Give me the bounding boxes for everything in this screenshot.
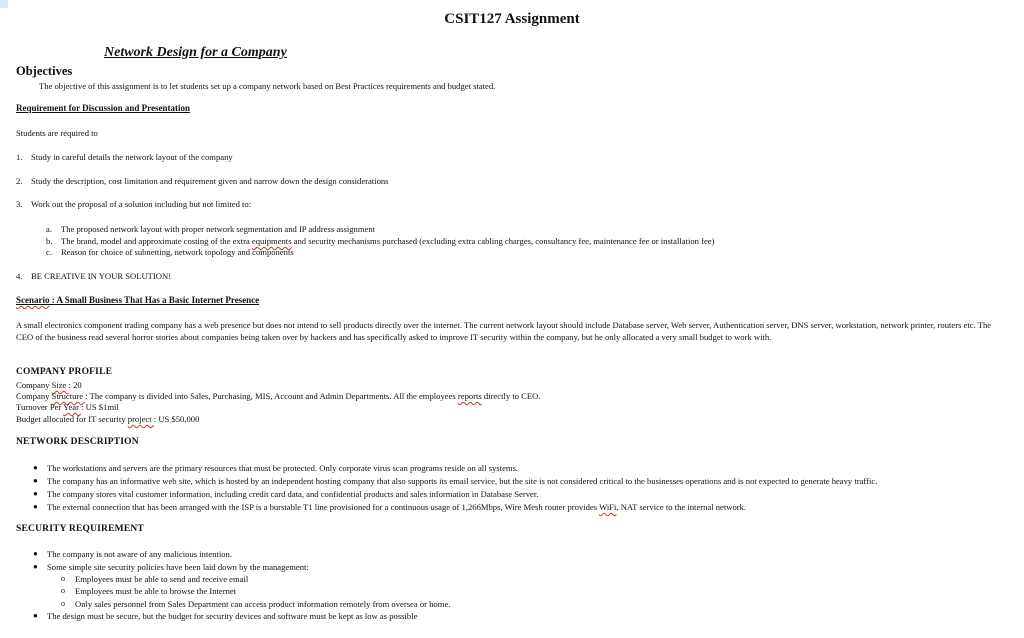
bullet-text [47,502,746,512]
security-requirement-heading: SECURITY REQUIREMENT [16,524,144,534]
requirement-item-1 [16,152,233,162]
scenario-paragraph: A small electronics component trading company has a web presence but does not intend to sell products directly over the internet. The current network layout should include Database server, Web server, Authentication server, DNS server, workstation, network printer, routers etc. The CEO of the business read several horror stories about companies being taken over by hackers and has specifically asked to improve IT security within the company, but he only allocated a very small budget to work with. [16,320,992,342]
subbullet-text: Employees must be able to send and receive email [75,574,249,584]
requirement-subitem-a [46,224,375,234]
value-text: : 20 [68,380,82,390]
spellcheck-marked-word: WiFi [599,502,617,512]
bullet-text: The workstations and servers are the primary resources that must be protected. Only corporate virus scan programs reside on all systems. [47,463,519,473]
bullet-text: Some simple site security policies have been laid down by the management: [47,562,309,572]
company-size-line [16,380,82,390]
spellcheck-marked-word: project [127,414,154,424]
subitem-text-part: and security mechanisms purchased (excluding extra cabling charges, consultancy fee, maintenance fee or installation fee) [291,236,715,246]
bullet-text: The company stores vital customer information, including credit card data, and confidential products and sales information in Database Server. [47,489,539,499]
label-text: Company [16,391,52,401]
bullet-icon: ● [33,463,38,472]
value-text: : US $1mil [81,402,119,412]
bullet-icon: ● [33,562,38,571]
document-title: CSIT127 Assignment [444,11,580,27]
network-description-heading: NETWORK DESCRIPTION [16,437,139,447]
bullet-icon: ● [33,502,38,511]
company-profile-heading: COMPANY PROFILE [16,367,113,377]
hollow-bullet-icon: o [61,574,65,583]
item-text: Work out the proposal of a solution including but not limited to: [31,199,252,209]
item-number: 4. [16,271,23,281]
bullet-text: The company is not aware of any malicious intention. [47,549,232,559]
item-text: BE CREATIVE IN YOUR SOLUTION! [31,271,172,281]
bullet-icon: ● [33,476,38,485]
label-text: Turnover Per [16,402,64,412]
requirement-item-3 [16,199,252,209]
subitem-letter: b. [46,236,53,246]
value-text: directly to CEO. [481,391,541,401]
spellcheck-marked-word: Size [51,380,69,390]
requirement-subitem-b [46,236,715,246]
item-number: 2. [16,176,23,186]
requirement-subitem-c [46,247,294,257]
scenario-heading-text: : A Small Business That Has a Basic Internet Presence [49,295,260,305]
spellcheck-marked-word: equipments [251,236,292,246]
value-text: : US $50,000 [153,414,200,424]
bullet-icon: ● [33,489,38,498]
subitem-letter: c. [46,247,52,257]
subitem-text: Reason for choice of subnetting, network topology and components [61,247,294,257]
bullet-icon: ● [33,611,38,620]
item-text: Study in careful details the network layout of the company [31,152,233,162]
label-text: Company [16,380,52,390]
subitem-text-part: The brand, model and approximate costing of the extra [61,236,252,246]
subbullet-text: Employees must be able to browse the Internet [75,586,237,596]
company-structure-line [16,391,541,401]
bullet-text-part: The external connection that has been arranged with the ISP is a burstable T1 line provisioned for a continuous usage of 1,266Mbps, Wire Mesh router provides [47,502,600,512]
objectives-text: The objective of this assignment is to let students set up a company network based on Best Practices requirements and budget stated. [39,81,496,91]
subbullet-text: Only sales personnel from Sales Department can access product information remotely from oversea or home. [75,599,451,609]
requirement-item-4 [16,271,172,281]
subitem-text [61,236,714,246]
bullet-text: The company has an informative web site, which is hosted by an independent hosting company that also supports its email service, but the site is not considered critical to the businesses operations and is not expected to generate heavy traffic. [47,476,878,486]
turnover-line [16,402,119,412]
item-number: 1. [16,152,23,162]
requirement-intro: Students are required to [16,128,98,138]
subitem-letter: a. [46,224,52,234]
item-number: 3. [16,199,23,209]
requirement-item-2 [16,176,389,186]
subitem-text: The proposed network layout with proper network segmentation and IP address assignment [61,224,375,234]
bullet-icon: ● [33,549,38,558]
scenario-heading [16,295,259,305]
spellcheck-marked-word: Year [63,402,82,412]
item-text: Study the description, cost limitation and requirement given and narrow down the design considerations [31,176,389,186]
label-text: Budget allocated for IT security [16,414,128,424]
hollow-bullet-icon: o [61,586,65,595]
spellcheck-marked-word: reports [457,391,482,401]
requirement-heading: Requirement for Discussion and Presentation [16,103,191,113]
hollow-bullet-icon: o [61,599,65,608]
bullet-text-part: , NAT service to the internal network. [616,502,747,512]
page-corner-marker [0,0,8,8]
objectives-heading: Objectives [16,64,73,78]
spellcheck-marked-word: Scenario [16,295,50,305]
budget-line [16,414,199,424]
document-subtitle: Network Design for a Company [104,45,287,60]
bullet-text: The design must be secure, but the budget for security devices and software must be kept as low as possible [47,611,418,621]
spellcheck-marked-word: Structure [51,391,86,401]
value-text: : The company is divided into Sales, Purchasing, MIS, Account and Admin Departments. All the employees [85,391,458,401]
